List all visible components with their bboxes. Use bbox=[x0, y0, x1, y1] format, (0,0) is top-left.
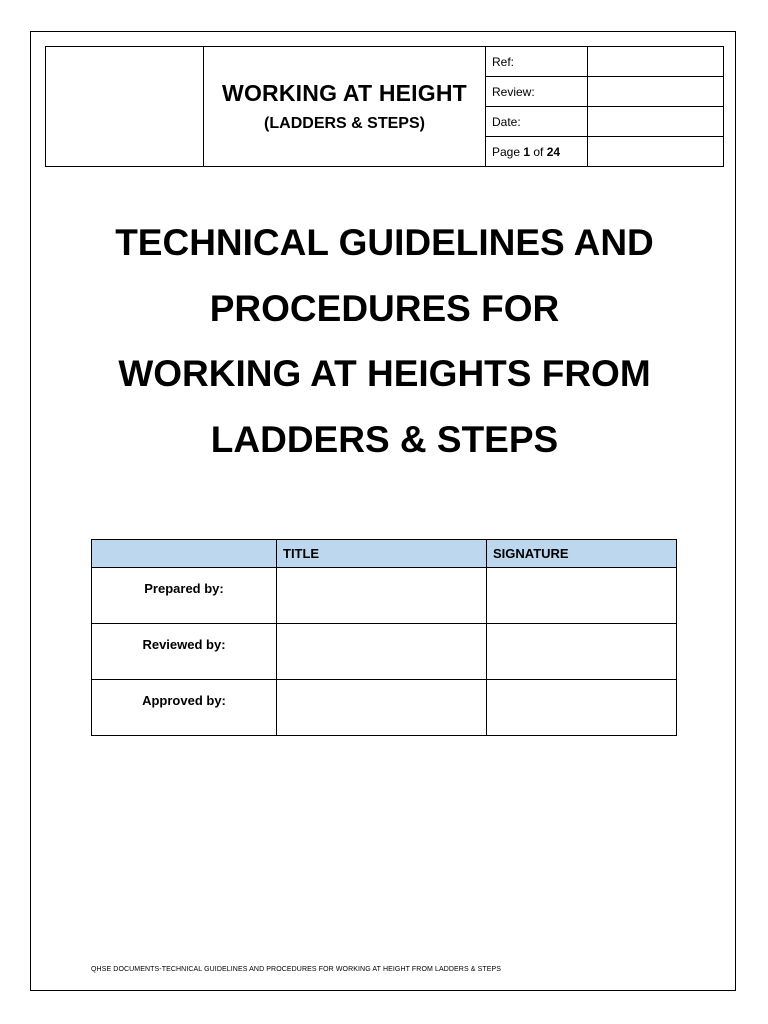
header-title: WORKING AT HEIGHT bbox=[222, 80, 467, 106]
page-prefix: Page bbox=[492, 144, 524, 159]
approval-col-title-header: TITLE bbox=[277, 540, 487, 568]
date-value bbox=[588, 107, 724, 137]
main-title-line-1: TECHNICAL GUIDELINES AND bbox=[115, 222, 654, 263]
approval-col-label-header bbox=[92, 540, 277, 568]
page-of: of bbox=[530, 144, 547, 159]
header-subtitle: (LADDERS & STEPS) bbox=[264, 115, 425, 132]
approval-table bbox=[91, 539, 677, 736]
prepared-by-label: Prepared by: bbox=[92, 568, 277, 624]
table-row bbox=[92, 568, 677, 624]
main-title-line-4: LADDERS & STEPS bbox=[210, 418, 559, 460]
review-label: Review: bbox=[486, 77, 588, 107]
ref-label: Ref: bbox=[486, 47, 588, 77]
page-value bbox=[588, 137, 724, 167]
main-title-line-2: PROCEDURES FOR bbox=[209, 287, 560, 329]
prepared-by-signature-cell bbox=[487, 568, 677, 624]
reviewed-by-signature-cell bbox=[487, 624, 677, 680]
date-label: Date: bbox=[486, 107, 588, 137]
table-row bbox=[92, 624, 677, 680]
document-footer: QHSE DOCUMENTS-TECHNICAL GUIDELINES AND PROCEDURES FOR WORKING AT HEIGHT FROM LADDERS & STEPS bbox=[91, 966, 502, 973]
document-main-title bbox=[45, 210, 724, 472]
page-number: 1 bbox=[523, 144, 531, 159]
approval-table-header-row bbox=[92, 540, 677, 568]
document-header-table bbox=[45, 46, 724, 167]
header-title-cell bbox=[204, 47, 486, 167]
logo-placeholder bbox=[46, 47, 204, 167]
reviewed-by-title-cell bbox=[277, 624, 487, 680]
review-value bbox=[588, 77, 724, 107]
page-border bbox=[30, 31, 736, 991]
approval-col-signature-header: SIGNATURE bbox=[487, 540, 677, 568]
page-total: 24 bbox=[546, 144, 561, 159]
prepared-by-title-cell bbox=[277, 568, 487, 624]
approved-by-signature-cell bbox=[487, 680, 677, 736]
reviewed-by-label: Reviewed by: bbox=[92, 624, 277, 680]
main-title-line-3: WORKING AT HEIGHTS FROM bbox=[118, 353, 651, 394]
table-row bbox=[92, 680, 677, 736]
approved-by-title-cell bbox=[277, 680, 487, 736]
approved-by-label: Approved by: bbox=[92, 680, 277, 736]
ref-value bbox=[588, 47, 724, 77]
page-count-cell bbox=[486, 137, 588, 167]
